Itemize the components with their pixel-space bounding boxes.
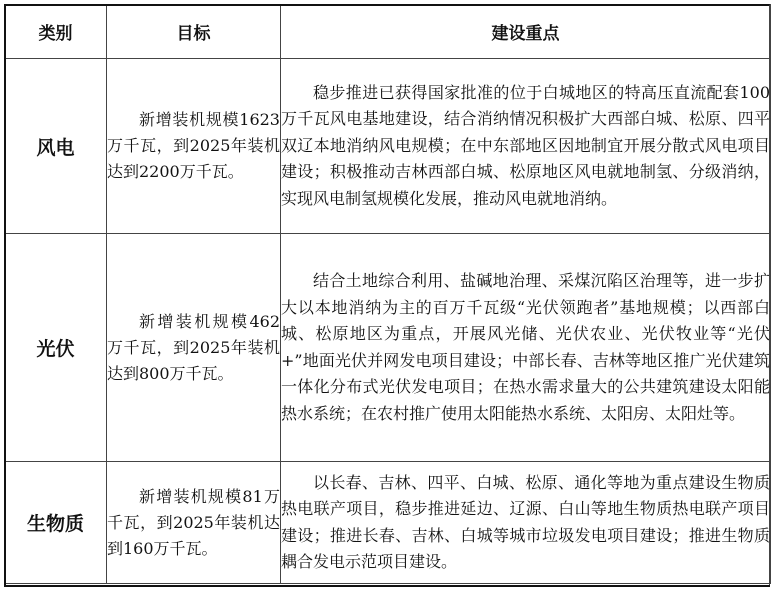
header-row (5, 5, 771, 59)
header-goal: 目标 (107, 5, 281, 59)
header-category: 类别 (5, 5, 107, 59)
row-goal: 新增装机规模462万千瓦，到2025年装机达到800万千瓦。 (107, 234, 281, 462)
planning-table (4, 4, 771, 584)
row-category: 光伏 (5, 234, 107, 462)
row-goal: 新增装机规模1623万千瓦，到2025年装机达到2200万千瓦。 (107, 59, 281, 234)
row-category: 生物质 (5, 462, 107, 584)
table-bottom-rule (4, 585, 770, 587)
row-key-points: 稳步推进已获得国家批准的位于白城地区的特高压直流配套100万千瓦风电基地建设，结合消纳情况积极扩大西部白城、松原、四平双辽本地消纳风电规模；在中东部地区因地制宜开展分散式风电项目建设；积极推动吉林西部白城、松原地区风电就地制氢、分级消纳，实现风电制氢规模化发展，推动风电就地消纳。 (281, 59, 771, 234)
row-goal: 新增装机规模81万千瓦，到2025年装机达到160万千瓦。 (107, 462, 281, 584)
row-key-points: 以长春、吉林、四平、白城、松原、通化等地为重点建设生物质热电联产项目，稳步推进延边、辽源、白山等地生物质热电联产项目建设；推进长春、吉林、白城等城市垃圾发电项目建设；推进生物质耦合发电示范项目建设。 (281, 462, 771, 584)
table-row (5, 59, 771, 234)
table-row (5, 234, 771, 462)
row-category: 风电 (5, 59, 107, 234)
header-key-points: 建设重点 (281, 5, 771, 59)
table-row (5, 462, 771, 584)
row-key-points: 结合土地综合利用、盐碱地治理、采煤沉陷区治理等，进一步扩大以本地消纳为主的百万千瓦级“光伏领跑者”基地规模；以西部白城、松原地区为重点，开展风光储、光伏农业、光伏牧业等“光伏+”地面光伏并网发电项目建设；中部长春、吉林等地区推广光伏建筑一体化分布式光伏发电项目；在热水需求量大的公共建筑建设太阳能热水系统；在农村推广使用太阳能热水系统、太阳房、太阳灶等。 (281, 234, 771, 462)
